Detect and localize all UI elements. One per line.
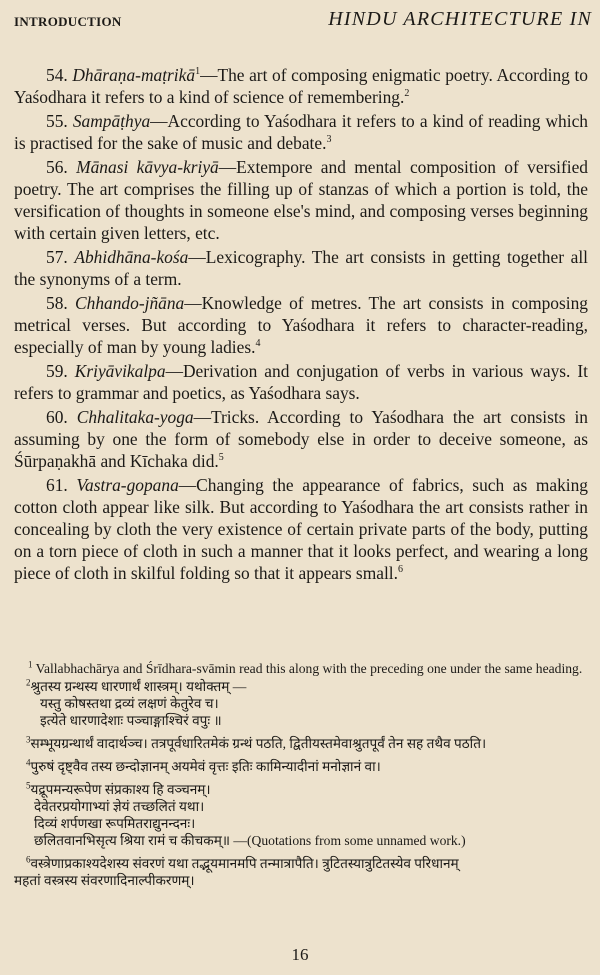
footnote-6-continuation: महतां वस्त्रस्य संवरणादिनाल्पीकरणम्। (14, 873, 195, 888)
entry-text: —The art of composing enigmatic poetry. According to Yaśodhara it refers to a kind of science of remembering. (14, 65, 588, 107)
footnote-ref: 6 (397, 564, 403, 576)
footnote-5-source: —(Quotations from some unnamed work.) (230, 833, 466, 848)
footnote-5-verse: देवेतरप्रयोगाभ्यां ज्ञेयं तच्छलितं यथा। (34, 799, 205, 814)
footnote-5-verse: छलितवानभिसृत्य श्रिया रामं च कीचकम्॥ —(Quotations from some unnamed work.) (34, 833, 466, 848)
footnote-3: $^3$सम्भूयग्रन्थार्थं वादार्थञ्च। तत्रपूर्वधारितमेकं ग्रन्थं पठति, द्वितीयस्तमेवाश्रुतपूर्वं तेन सह तथैव पठति। (26, 734, 487, 751)
entry-text: —Extempore and mental composition of versified poetry. The art comprises the filling up of stanzas of which a portion is told, the versification of thoughts in someone else's mind, and composing verses beginning with certain given letters, etc. (14, 157, 588, 243)
entry-term: Kriyāvikalpa (74, 361, 166, 381)
entry-term: Chhalitaka-yoga (76, 407, 194, 427)
page-number: 16 (291, 945, 309, 964)
footnote-2-verse: इत्येते धारणादेशाः पञ्चाङ्गाश्चिरं वपुः ॥ (40, 713, 222, 728)
entry-term: Sampāṭhya (72, 111, 151, 131)
footnote-ref: 5 (218, 452, 224, 464)
section-label: INTRODUCTION (14, 14, 122, 29)
running-header (14, 8, 592, 34)
entry-56: 56. Mānasi kāvya-kriyā—Extempore and mental composition of versified poetry. The art comprises the filling up of stanzas of which a portion is told, the versification of thoughts in someone else's mind, and composing verses beginning with certain given letters, etc. (14, 157, 588, 243)
footnotes (14, 660, 590, 889)
entry-text: —Changing the appearance of fabrics, such as making cotton cloth appear like silk. But according to Yaśodhara the art consists rather in concealing by cloth the very existence of certain private parts of the body, putting on a torn piece of cloth in such a manner that it looks perfect, and wearing a long piece of cloth in skilful folding so that it appears small. (14, 475, 588, 583)
main-text (14, 64, 588, 586)
entry-61: 61. Vastra-gopana—Changing the appearance of fabrics, such as making cotton cloth appear like silk. But according to Yaśodhara the art consists rather in concealing by cloth the very existence of certain private parts of the body, putting on a torn piece of cloth in such a manner that it looks perfect, and wearing a long piece of cloth in skilful folding so that it appears small.$^6$ (14, 475, 588, 583)
entry-term: Mānasi kāvya-kriyā (76, 157, 219, 177)
entry-text: —Derivation and conjugation of verbs in various ways. It refers to grammar and poetics, as Yaśodhara says. (14, 361, 589, 403)
entry-60: 60. Chhalitaka-yoga—Tricks. According to Yaśodhara the art consists in assuming by one the form of somebody else in order to deceive someone, as Śūrpaṇakhā and Kīchaka did.$^5$ (14, 407, 588, 471)
footnote-ref: 2 (404, 88, 410, 100)
entry-55: 55. Sampāṭhya—According to Yaśodhara it refers to a kind of reading which is practised for the sake of music and debate.$^3$ (14, 111, 588, 153)
footnote-6: $^6$वस्त्रेणाप्रकाश्यदेशस्य संवरणं यथा तद्भूयमानमपि तन्मात्रापैति। त्रुटितस्यात्रुटितस्येव परिधानम् (26, 854, 459, 871)
entry-term: Chhando-jñāna (75, 293, 185, 313)
footnote-5: $^5$यद्रूपमन्यरूपेण संप्रकाश्य हि वञ्चनम्। (26, 780, 211, 797)
entry-text: —According to Yaśodhara it refers to a kind of reading which is practised for the sake of music and debate. (14, 111, 588, 153)
entry-term: Dhāraṇa-maṭrikā (72, 65, 196, 85)
footnote-4: $^4$पुरुषं दृष्ट्वैव तस्य छन्दोज्ञानम् अयमेवं वृत्तः इतिः कामिन्यादीनां मनोज्ञानं वा। (26, 757, 381, 774)
footnote-ref: 1 (195, 66, 201, 78)
footnote-2-verse: यस्तु कोषस्तथा द्रव्यं लक्षणं केतुरेव च। (40, 696, 219, 711)
entry-term: Abhidhāna-kośa (74, 247, 189, 267)
entry-57: 57. Abhidhāna-kośa—Lexicography. The art consists in getting together all the synonyms of a term. (14, 247, 588, 289)
footnote-2: $^2$श्रुतस्य ग्रन्थस्य धारणार्थं शास्त्रम्। यथोक्तम् — (26, 677, 247, 694)
entry-58: 58. Chhando-jñāna—Knowledge of metres. The art consists in composing metrical verses. But according to Yaśodhara it refers to character-reading, especially of man by young ladies.$^4$ (14, 293, 588, 357)
footnote-1: $^1$ Vallabhachārya and Śrīdhara-svāmin read this along with the preceding one under the same heading. (28, 659, 583, 676)
footnote-ref: 4 (255, 338, 261, 350)
entry-text: —Knowledge of metres. The art consists in composing metrical verses. But according to Yaśodhara it refers to character-reading, especially of man by young ladies. (14, 293, 588, 357)
entry-59: 59. Kriyāvikalpa—Derivation and conjugation of verbs in various ways. It refers to grammar and poetics, as Yaśodhara says. (14, 361, 589, 403)
entry-text: —Lexicography. The art consists in getting together all the synonyms of a term. (14, 247, 588, 289)
entry-54: 54. Dhāraṇa-maṭrikā$^1$—The art of composing enigmatic poetry. According to Yaśodhara it refers to a kind of science of remembering.$^2$ (14, 65, 588, 107)
footnote-ref: 3 (326, 134, 332, 146)
footnote-5-verse: दिव्यं शर्पणखा रूपमितराद्युनन्दनः। (34, 816, 196, 831)
entry-text: —Tricks. According to Yaśodhara the art consists in assuming by one the form of somebody else in order to deceive someone, as Śūrpaṇakhā and Kīchaka did. (14, 407, 588, 471)
running-title: HINDU ARCHITECTURE IN (328, 8, 592, 30)
entry-term: Vastra-gopana (76, 475, 179, 495)
